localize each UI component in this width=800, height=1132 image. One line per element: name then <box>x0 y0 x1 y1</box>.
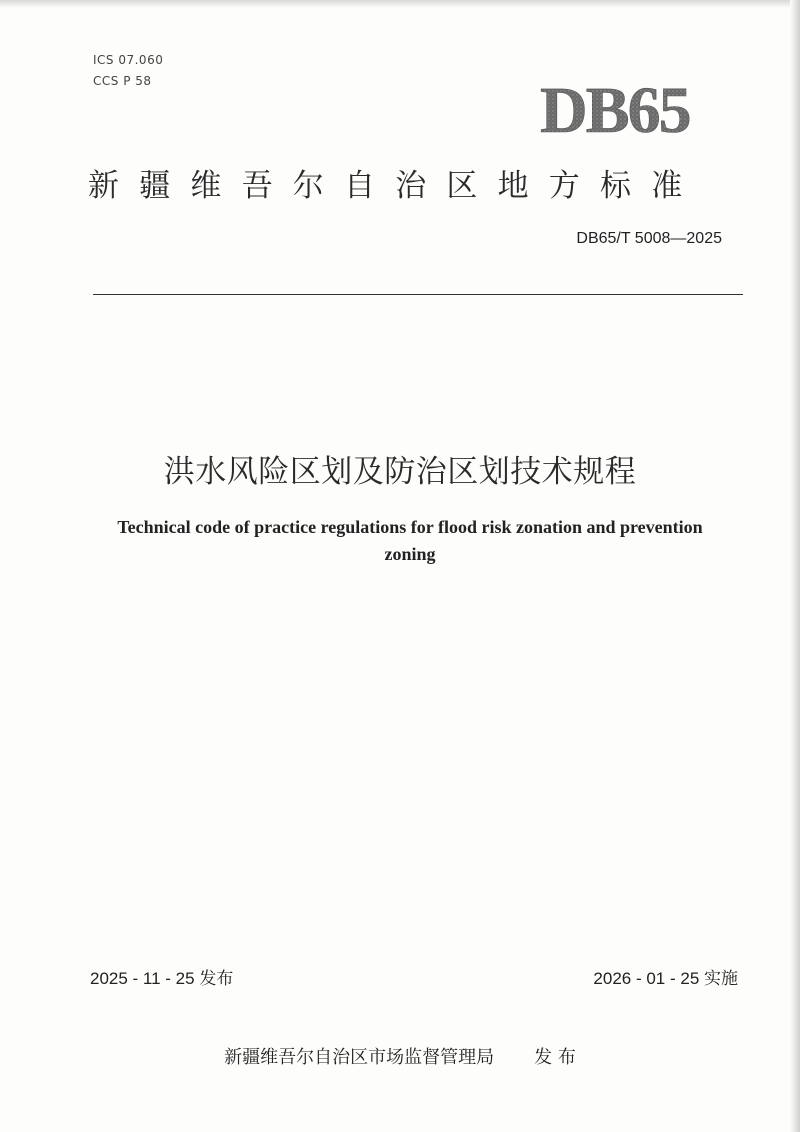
logo-text: DB65 <box>540 82 690 138</box>
scan-edge-top <box>0 0 800 8</box>
standard-number: DB65/T 5008—2025 <box>576 230 722 247</box>
series-title: 新疆维吾尔自治区地方标准 <box>88 168 703 204</box>
ics-code: ICS 07.060 <box>93 53 164 67</box>
document-title-english: Technical code of practice regulations for flood risk zonation and prevention zoning <box>117 517 703 564</box>
scan-edge-right <box>790 0 800 1132</box>
release-date: 2025 - 11 - 25 发布 <box>90 969 234 988</box>
ccs-code: CCS P 58 <box>93 74 152 88</box>
implementation-date: 2026 - 01 - 25 实施 <box>593 969 738 988</box>
issuer-name: 新疆维吾尔自治区市场监督管理局 <box>224 1047 495 1068</box>
classification-codes <box>93 50 163 92</box>
db65-logo <box>540 82 720 138</box>
header-divider <box>93 294 743 295</box>
issuing-authority <box>0 1043 800 1069</box>
issuer-action: 发 布 <box>534 1047 576 1068</box>
document-title-chinese: 洪水风险区划及防治区划技术规程 <box>163 454 637 490</box>
